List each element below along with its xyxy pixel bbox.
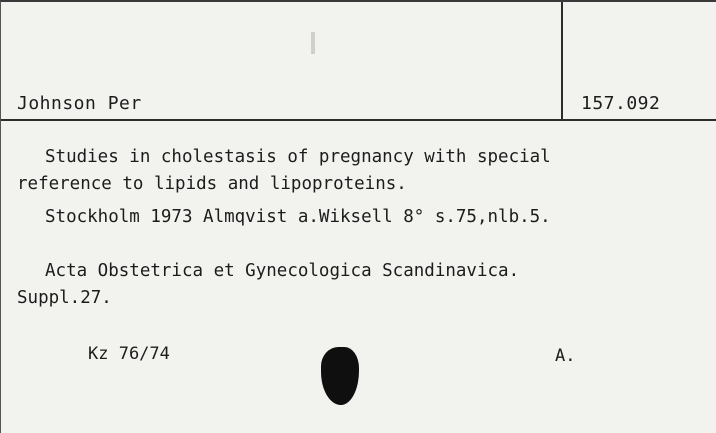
smudge-mark — [311, 32, 315, 54]
shelfmark-number: 157.092 — [581, 93, 661, 114]
series-line-1: Acta Obstetrica et Gynecologica Scandinavica. — [45, 261, 520, 281]
imprint-line: Stockholm 1973 Almqvist a.Wiksell 8° s.75,nlb.5. — [45, 207, 551, 227]
series-line-2: Suppl.27. — [17, 288, 112, 308]
ink-blot — [321, 347, 359, 405]
header-divider-vertical — [561, 2, 563, 120]
accession-number: Kz 76/74 — [88, 344, 170, 364]
header-divider-horizontal — [1, 119, 716, 121]
author-name: Johnson Per — [17, 93, 142, 114]
title-line-1: Studies in cholestasis of pregnancy with special — [45, 147, 551, 167]
acquisition-letter: A. — [555, 346, 576, 366]
title-line-2: reference to lipids and lipoproteins. — [17, 174, 407, 194]
